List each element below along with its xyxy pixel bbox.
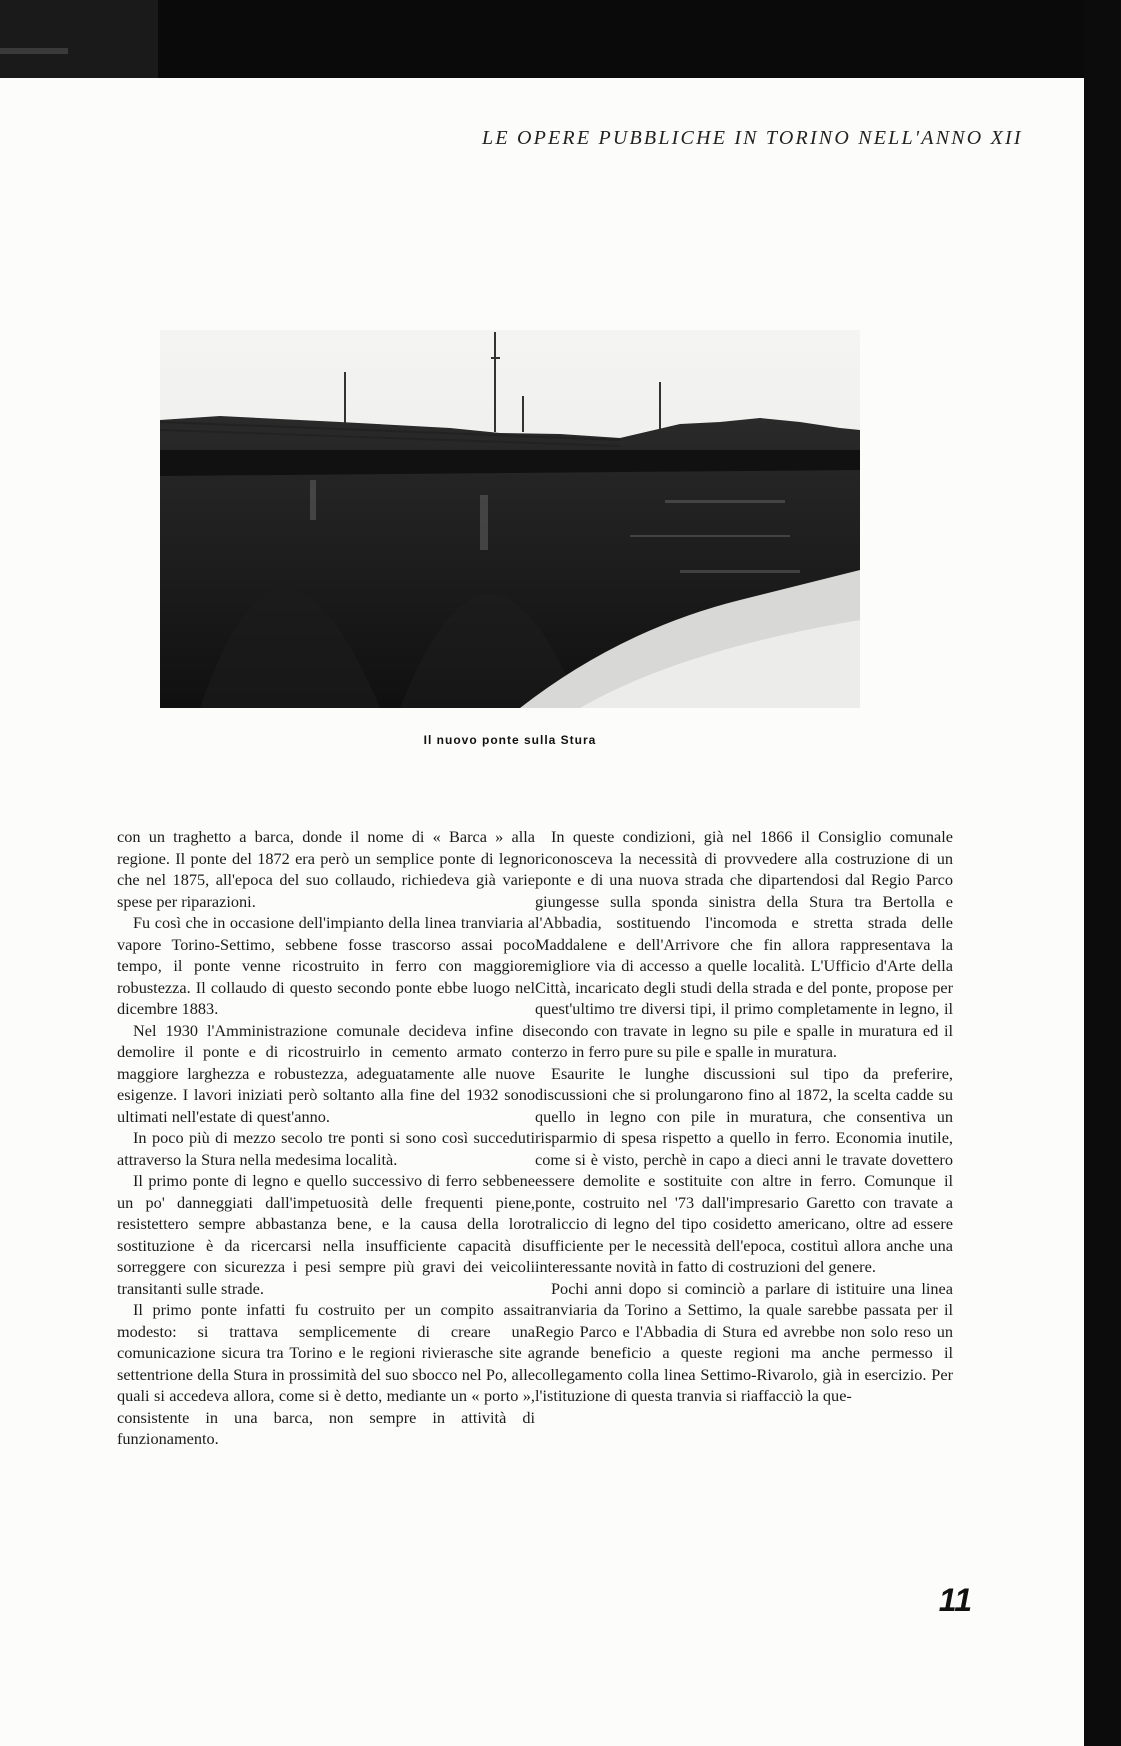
page-number: 11 — [938, 1582, 972, 1618]
scan-tab — [0, 0, 158, 78]
text-column-right — [535, 826, 953, 1407]
photo-caption: Il nuovo ponte sulla Stura — [423, 733, 597, 747]
paragraph: Nel 1930 l'Amministrazione comunale decideva infine di demolire il ponte e di ricostruirlo in cemento armato con maggiore larghezza e robustezza, adeguatamente alle nuove esigenze. I lavori iniziati però soltanto alla fine del 1932 sono ultimati nell'estate di quest'anno. — [117, 1020, 535, 1126]
paragraph: Fu così che in occasione dell'impianto della linea tranviaria a vapore Torino-Settimo, sebbene fosse trascorso assai poco tempo, il ponte venne ricostruito in ferro con maggiore robustezza. Il collaudo di questo secondo ponte ebbe luogo nel dicembre 1883. — [117, 913, 535, 1018]
paragraph: Esaurite le lunghe discussioni sul tipo da preferire, discussioni che si prolungarono fino al 1872, la scelta cadde su quello in legno con pile in muratura, che consentiva un risparmio di spesa rispetto a quello in ferro. Economia inutile, come si è visto, perchè in capo a dieci anni le travate dovettero essere demolite e sostituite con altre in ferro. Comunque il ponte, costruito nel '73 dall'impresario Garetto con travate a traliccio di legno del tipo cosidetto americano, oltre ad essere sufficiente per le necessità dell'epoca, costituì allora anche una interessante novità in fatto di costruzioni del genere. — [535, 1063, 953, 1276]
scan-tab-highlight — [0, 48, 68, 54]
paragraph: Pochi anni dopo si cominciò a parlare di istituire una linea tranviaria da Torino a Settimo, la quale sarebbe passata per il Regio Parco e l'Abbadia di Stura ed avrebbe non solo reso un grande beneficio a queste regioni ma anche permesso il collegamento colla linea Settimo-Rivarolo, già in esercizio. Per l'istituzione di questa tranvia si riaffacciò la que- — [535, 1278, 953, 1405]
bridge-photo — [160, 330, 860, 708]
paragraph: con un traghetto a barca, donde il nome di « Barca » alla regione. Il ponte del 1872 era però un semplice ponte di legno che nel 1875, all'epoca del suo collaudo, richiedeva già varie spese per riparazioni. — [117, 827, 535, 911]
running-title: LE OPERE PUBBLICHE IN TORINO NELL'ANNO XII — [482, 127, 1023, 149]
text-column-left — [117, 826, 535, 1450]
paragraph: In poco più di mezzo secolo tre ponti si sono così succeduti attraverso la Stura nella medesima località. — [117, 1128, 535, 1169]
scan-border-top — [0, 0, 1121, 78]
paragraph: Il primo ponte infatti fu costruito per un compito assai modesto: si trattava semplicemente di creare una comunicazione sicura tra Torino e le regioni rivierasche site a settentrione della Stura in prossimità del suo sbocco nel Po, alle quali si accedeva allora, come si è detto, mediante un « porto », consistente in una barca, non sempre in attività di funzionamento. — [117, 1300, 535, 1448]
scan-border-right — [1084, 0, 1121, 1746]
paragraph: In queste condizioni, già nel 1866 il Consiglio comunale riconosceva la necessità di provvedere alla costruzione di un ponte e di una nuova strada che dipartendosi dal Regio Parco giungesse sulla sponda sinistra della Stura tra Bertolla e l'Abbadia, sostituendo l'incomoda e stretta strada delle Maddalene e dell'Arrivore che fin allora rappresentava la migliore via di accesso a quelle località. L'Ufficio d'Arte della Città, incaricato degli studi della strada e del ponte, propose per quest'ultimo tre diversi tipi, il primo completamente in legno, il secondo con travate in legno su pile e spalle in muratura ed il terzo in ferro pure su pile e spalle in muratura. — [535, 827, 953, 1061]
paragraph: Il primo ponte di legno e quello successivo di ferro sebbene un po' danneggiati dall'impetuosità delle frequenti piene, resistettero sempre abbastanza bene, e la causa della loro sostituzione è da ricercarsi nella insufficiente capacità di sorreggere con sicurezza i pesi sempre più gravi dei veicoli transitanti sulle strade. — [117, 1171, 535, 1298]
